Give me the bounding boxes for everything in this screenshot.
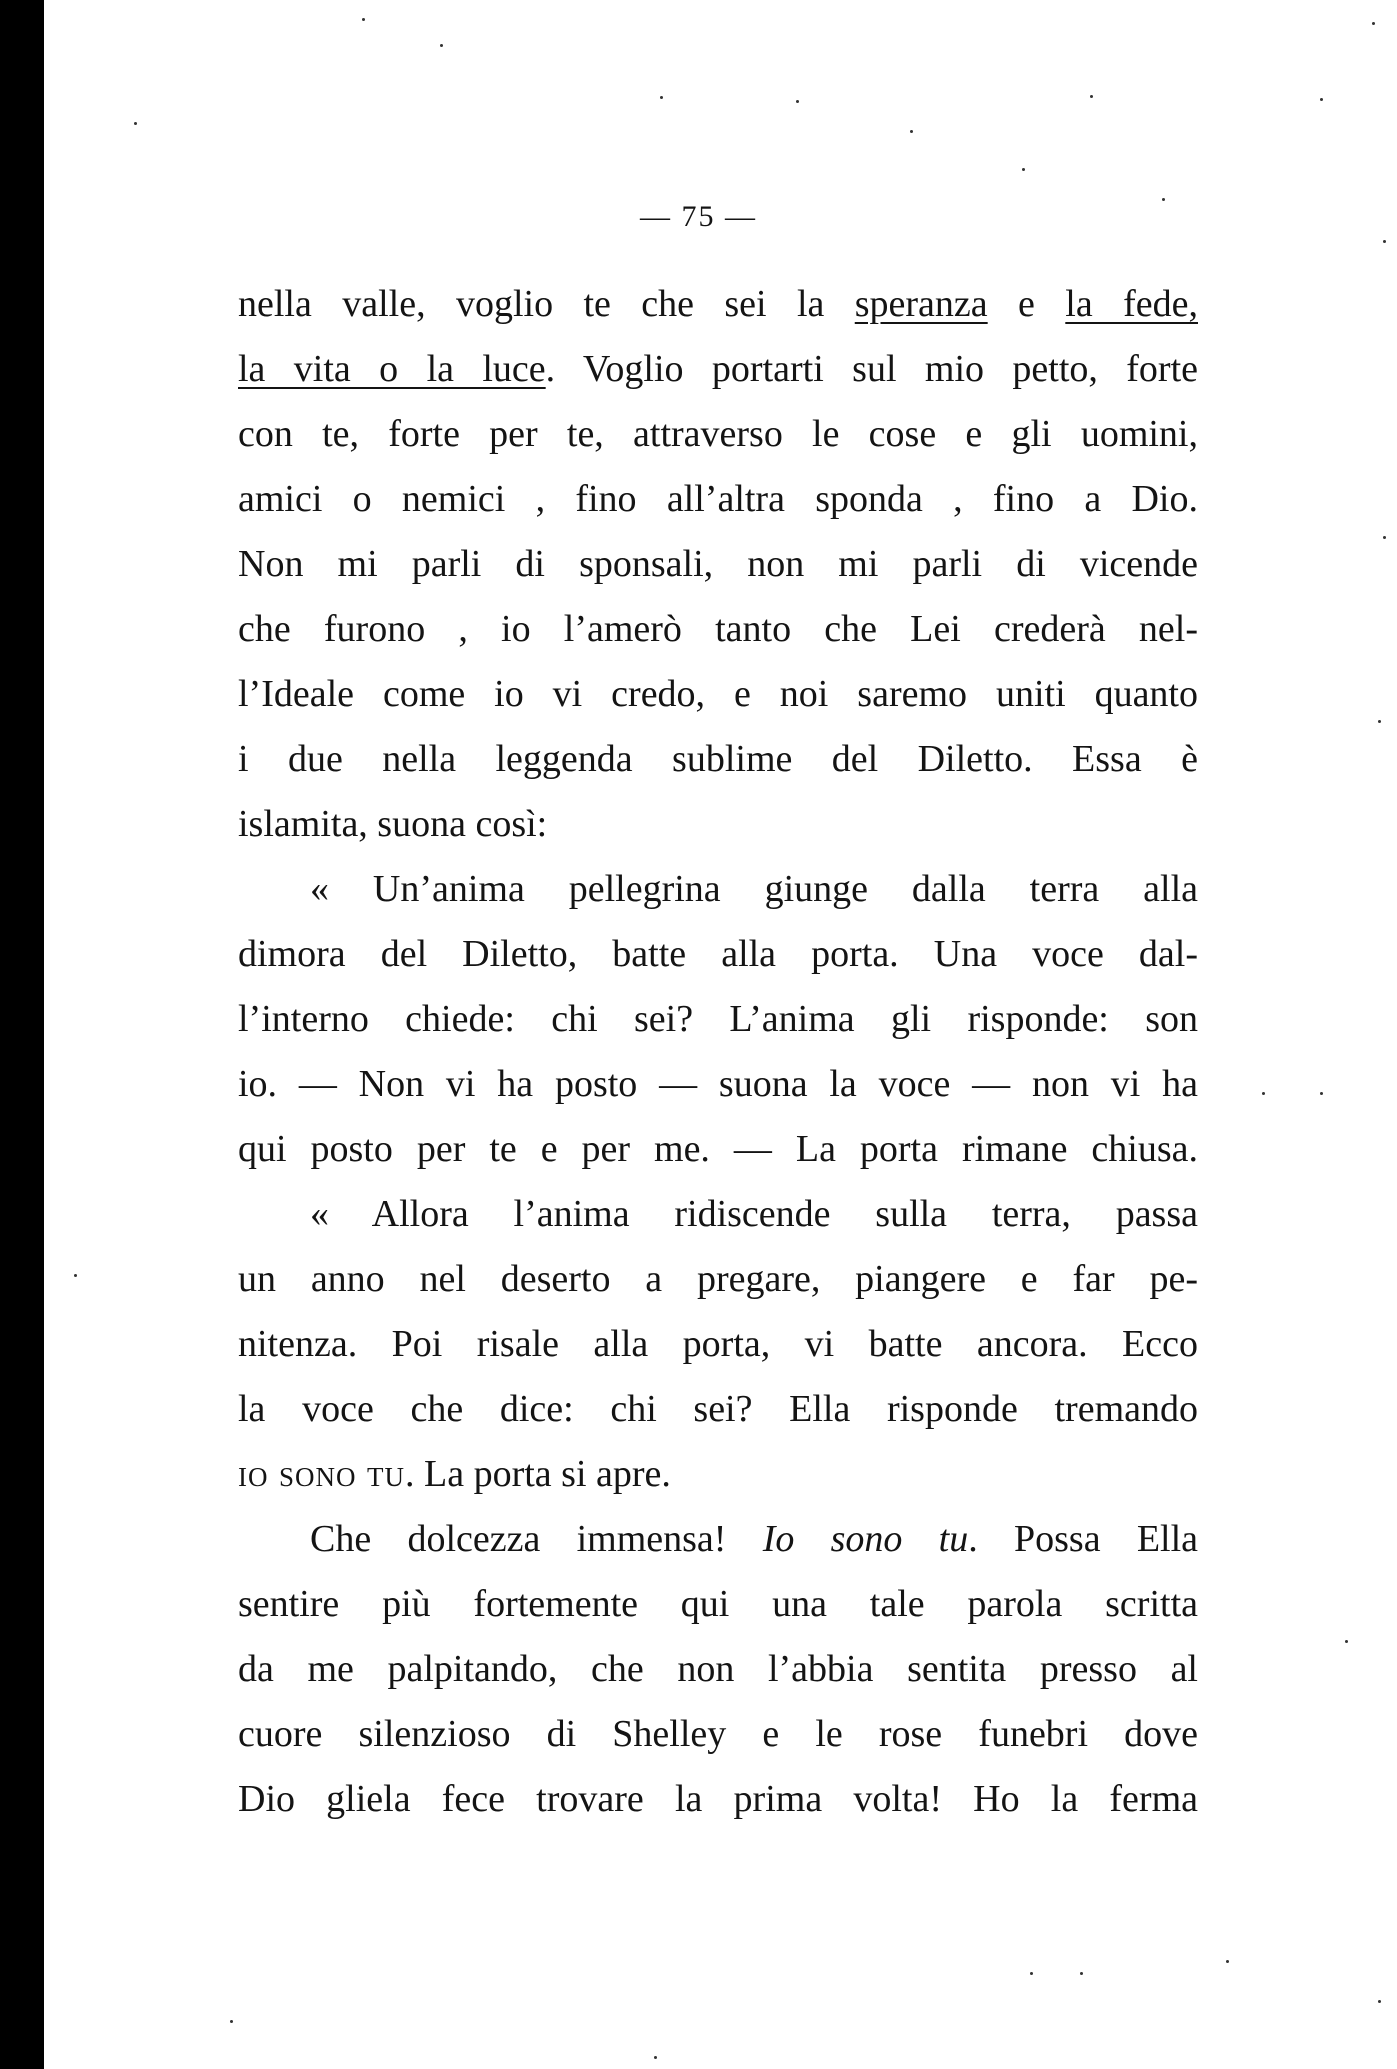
text-line: islamita, suona così: [238, 803, 548, 845]
text-line: con te, forte per te, attraverso le cose e gli uomini, [238, 413, 1198, 455]
scan-speck [1320, 1092, 1323, 1095]
text-line: io. — Non vi ha posto — suona la voce — non vi ha [238, 1063, 1198, 1105]
scan-speck [1030, 1972, 1033, 1975]
scan-speck [796, 100, 799, 103]
text-line: io sono tu. La porta si apre. [238, 1453, 671, 1495]
scan-speck [660, 96, 663, 99]
text-line: « Un’anima pellegrina giunge dalla terra alla [310, 868, 1198, 910]
scan-speck [910, 130, 913, 133]
text-line: sentire più fortemente qui una tale parola scritta [238, 1583, 1198, 1625]
text-line: l’interno chiede: chi sei? L’anima gli risponde: son [238, 998, 1198, 1040]
text-line: nella valle, voglio te che sei la speranza e la fede, [238, 283, 1198, 325]
scan-speck [1372, 22, 1375, 25]
scan-speck [1383, 240, 1386, 243]
scan-speck [1320, 98, 1323, 101]
text-line: nitenza. Poi risale alla porta, vi batte ancora. Ecco [238, 1323, 1198, 1365]
text-line: cuore silenzioso di Shelley e le rose funebri dove [238, 1713, 1198, 1755]
text-line: un anno nel deserto a pregare, piangere e far pe- [238, 1258, 1198, 1300]
text-line: l’Ideale come io vi credo, e noi saremo uniti quanto [238, 673, 1198, 715]
scan-speck [134, 122, 137, 125]
text-line: i due nella leggenda sublime del Diletto. Essa è [238, 738, 1198, 780]
text-line: Dio gliela fece trovare la prima volta! Ho la ferma [238, 1778, 1198, 1820]
scan-speck [440, 44, 443, 47]
scan-speck [1345, 1640, 1348, 1643]
scan-speck [1262, 1092, 1265, 1095]
text-line: la vita o la luce. Voglio portarti sul mio petto, forte [238, 348, 1198, 390]
scan-speck [1378, 720, 1381, 723]
scan-binding-edge [0, 0, 44, 2069]
text-line: amici o nemici , fino all’altra sponda , fino a Dio. [238, 478, 1198, 520]
text-line: la voce che dice: chi sei? Ella risponde tremando [238, 1388, 1198, 1430]
scan-speck [362, 18, 365, 21]
text-line: da me palpitando, che non l’abbia sentita presso al [238, 1648, 1198, 1690]
scan-speck [1162, 198, 1165, 201]
scan-speck [1383, 536, 1386, 539]
text-line: qui posto per te e per me. — La porta rimane chiusa. [238, 1128, 1198, 1170]
page-number: — 75 — [640, 200, 757, 233]
scan-speck [1378, 2000, 1381, 2003]
text-line: Non mi parli di sponsali, non mi parli di vicende [238, 543, 1198, 585]
body-text [238, 272, 1198, 1832]
text-line: che furono , io l’amerò tanto che Lei crederà nel- [238, 608, 1198, 650]
scan-speck [1226, 1960, 1229, 1963]
scan-speck [230, 2020, 233, 2023]
scan-speck [1090, 95, 1093, 98]
scan-speck [74, 1274, 77, 1277]
scan-speck [1022, 168, 1025, 171]
text-line: Che dolcezza immensa! Io sono tu. Possa Ella [310, 1518, 1199, 1560]
scan-speck [654, 2056, 657, 2059]
text-line: « Allora l’anima ridiscende sulla terra, passa [310, 1193, 1198, 1235]
text-line: dimora del Diletto, batte alla porta. Una voce dal- [238, 933, 1198, 975]
scan-speck [1080, 1972, 1083, 1975]
